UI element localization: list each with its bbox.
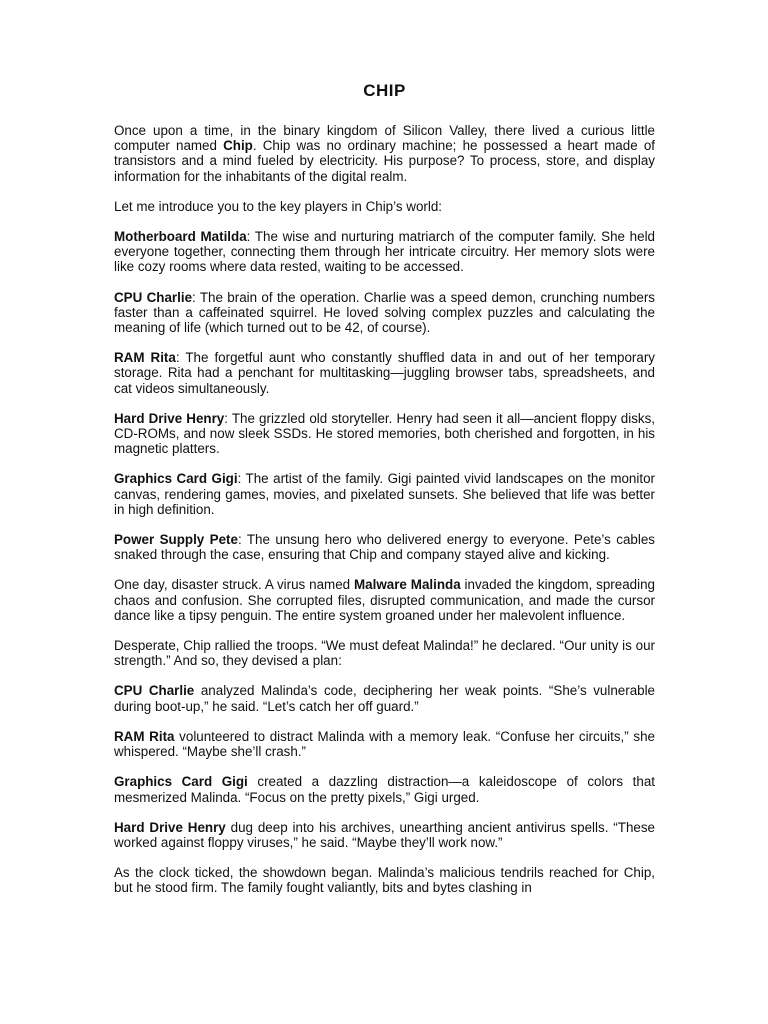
paragraph-showdown xyxy=(114,865,655,895)
paragraph-text: : The unsung hero who delivered energy to everyone. Pete’s cables snaked through the case, ensuring that Chip and company stayed alive and kicking. xyxy=(114,532,655,563)
paragraph-power-supply-pete xyxy=(114,532,655,562)
paragraph-text: : The wise and nurturing matriarch of the computer family. She held everyone together, connecting them through her intricate circuitry. Her memory slots were like cozy rooms where data rested, waiting to be accessed. xyxy=(114,229,655,275)
paragraph-text: : The grizzled old storyteller. Henry had seen it all—ancient floppy disks, CD-ROMs, and now sleek SSDs. He stored memories, both cherished and forgotten, in his magnetic platters. xyxy=(114,410,656,457)
paragraph-bold: Hard Drive Henry xyxy=(114,819,226,835)
paragraph-text: volunteered to distract Malinda with a memory leak. “Confuse her circuits,” she whispered. “Maybe she’ll crash.” xyxy=(114,728,655,760)
paragraph-motherboard-matilda xyxy=(114,229,655,275)
paragraph-text: created a dazzling distraction—a kaleidoscope of colors that mesmerized Malinda. “Focus on the pretty pixels,” Gigi urged. xyxy=(114,774,655,805)
paragraph-plan-charlie xyxy=(114,683,655,713)
document-page xyxy=(114,80,655,911)
paragraph-text: One day, disaster struck. A virus named xyxy=(114,577,355,593)
paragraph-bold: Power Supply Pete xyxy=(114,532,238,548)
paragraph-plan-gigi xyxy=(114,774,655,804)
paragraph-text: . Chip was no ordinary machine; he possessed a heart made of transistors and a mind fueled by electricity. His purpose? To process, store, and display information for the inhabitants of the digital realm. xyxy=(114,138,655,184)
paragraph-text: Let me introduce you to the key players in Chip’s world: xyxy=(114,198,442,214)
paragraph-bold: CPU Charlie xyxy=(114,683,195,699)
paragraph-text: : The brain of the operation. Charlie was a speed demon, crunching numbers faster than a caffeinated squirrel. He loved solving complex puzzles and calculating the meaning of life (which turned out to be 42, of course). xyxy=(114,289,655,336)
paragraph-text: : The artist of the family. Gigi painted vivid landscapes on the monitor canvas, rendering games, movies, and pixelated sunsets. She believed that life was better in high definition. xyxy=(114,471,655,517)
paragraph-text: Desperate, Chip rallied the troops. “We must defeat Malinda!” he declared. “Our unity is our strength.” And so, they devised a plan: xyxy=(114,638,655,669)
paragraph-hard-drive-henry xyxy=(114,411,655,457)
paragraph-bold: Hard Drive Henry xyxy=(114,410,225,426)
paragraph-bold: Malware Malinda xyxy=(354,577,461,593)
paragraph-plan-henry xyxy=(114,820,655,850)
document-title: CHIP xyxy=(363,81,406,100)
paragraph-text: : The forgetful aunt who constantly shuffled data in and out of her temporary storage. Rita had a penchant for multitasking—juggling browser tabs, spreadsheets, and cat videos simultaneously. xyxy=(114,350,655,396)
paragraph-text: dug deep into his archives, unearthing ancient antivirus spells. “These worked against floppy viruses,” he said. “Maybe they’ll work now.” xyxy=(114,819,655,850)
paragraph-text: invaded the kingdom, spreading chaos and confusion. She corrupted files, disrupted communication, and made the cursor dance like a tipsy penguin. The entire system groaned under her malevolent influence. xyxy=(114,577,655,623)
paragraph-bold: RAM Rita xyxy=(114,728,175,744)
paragraph-bold: CPU Charlie xyxy=(114,289,193,305)
paragraph-bold: Graphics Card Gigi xyxy=(114,471,238,487)
paragraph-disaster xyxy=(114,577,655,623)
paragraph-bold: Graphics Card Gigi xyxy=(114,774,248,790)
paragraph-rally xyxy=(114,638,655,668)
paragraph-intro xyxy=(114,123,655,184)
paragraph-introduce xyxy=(114,199,655,214)
paragraph-text: As the clock ticked, the showdown began. Malinda’s malicious tendrils reached for Chip, but he stood firm. The family fought valiantly, bits and bytes clashing in xyxy=(114,865,655,896)
paragraph-graphics-card-gigi xyxy=(114,471,655,517)
paragraph-text: analyzed Malinda’s code, deciphering her weak points. “She’s vulnerable during boot-up,” he said. “Let’s catch her off guard.” xyxy=(114,683,656,714)
paragraph-ram-rita xyxy=(114,350,655,396)
paragraph-bold: Chip xyxy=(223,138,253,154)
paragraph-bold: RAM Rita xyxy=(114,350,176,366)
paragraph-cpu-charlie xyxy=(114,290,655,336)
paragraph-text: Once upon a time, in the binary kingdom of Silicon Valley, there lived a curious little computer named xyxy=(114,123,655,154)
paragraph-plan-rita xyxy=(114,729,655,759)
paragraph-bold: Motherboard Matilda xyxy=(114,229,247,245)
